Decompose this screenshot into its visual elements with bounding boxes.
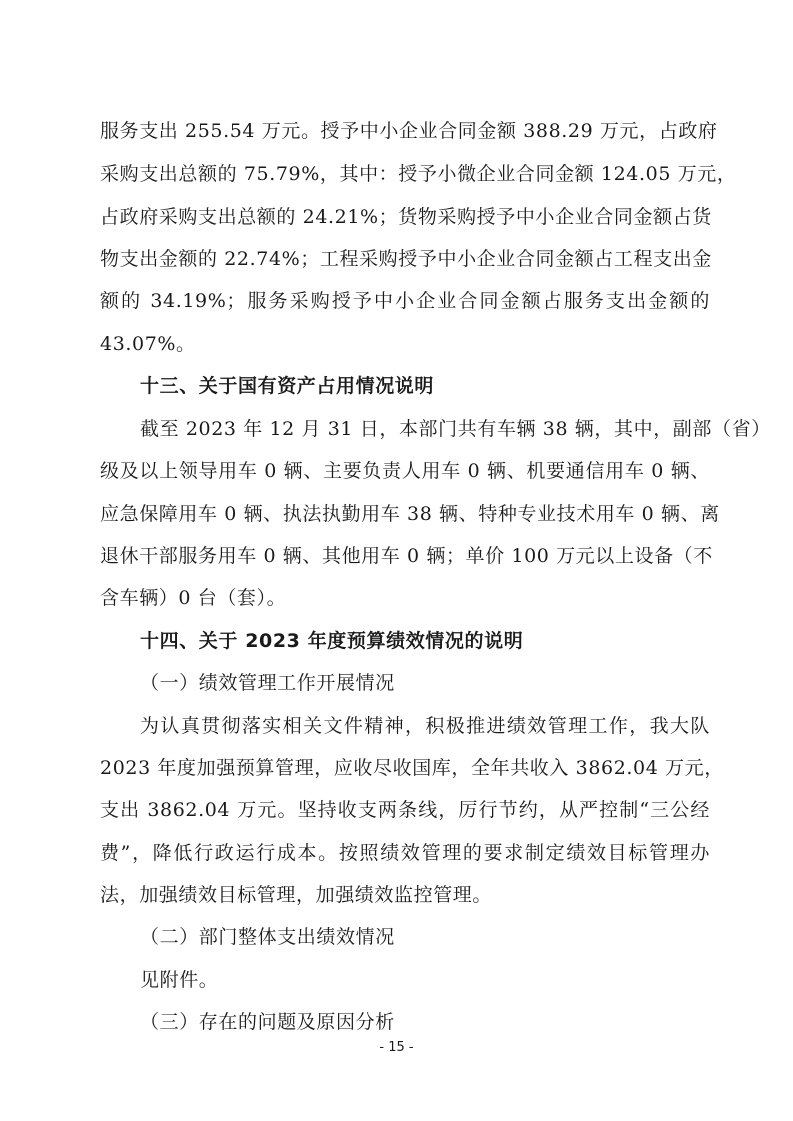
paragraph-line: 退休干部服务用车 0 辆、其他用车 0 辆；单价 100 万元以上设备（不 bbox=[100, 545, 713, 567]
paragraph-line: 额的 34.19%；服务采购授予中小企业合同金额占服务支出金额的 bbox=[100, 290, 710, 312]
subsection-heading: （二）部门整体支出绩效情况 bbox=[140, 926, 395, 948]
section-heading: 十三、关于国有资产占用情况说明 bbox=[140, 375, 435, 397]
paragraph-line: 见附件。 bbox=[140, 969, 219, 991]
paragraph-line: 服务支出 255.54 万元。授予中小企业合同金额 388.29 万元，占政府 bbox=[100, 120, 718, 142]
subsection-heading: （三）存在的问题及原因分析 bbox=[140, 1011, 395, 1033]
paragraph-line: 43.07%。 bbox=[100, 333, 196, 355]
paragraph-line: 2023 年度加强预算管理，应收尽收国库，全年共收入 3862.04 万元， bbox=[100, 757, 724, 779]
paragraph-line: 物支出金额的 22.74%；工程采购授予中小企业合同金额占工程支出金 bbox=[100, 248, 712, 270]
paragraph-line: 应急保障用车 0 辆、执法执勤用车 38 辆、特种专业技术用车 0 辆、离 bbox=[100, 503, 720, 525]
paragraph-line: 为认真贯彻落实相关文件精神，积极推进绩效管理工作，我大队 bbox=[140, 715, 710, 737]
section-heading: 十四、关于 2023 年度预算绩效情况的说明 bbox=[140, 630, 524, 652]
paragraph-line: 含车辆）0 台（套）。 bbox=[100, 587, 287, 609]
paragraph-line: 支出 3862.04 万元。坚持收支两条线，厉行节约，从严控制“三公经 bbox=[100, 799, 710, 821]
page-number: - 15 - bbox=[379, 1040, 414, 1055]
paragraph-line: 法，加强绩效目标管理，加强绩效监控管理。 bbox=[100, 884, 493, 906]
paragraph-line: 费”，降低行政运行成本。按照绩效管理的要求制定绩效目标管理办 bbox=[100, 842, 710, 864]
paragraph-line: 采购支出总额的 75.79%，其中：授予小微企业合同金额 124.05 万元， bbox=[100, 163, 737, 185]
paragraph-line: 级及以上领导用车 0 辆、主要负责人用车 0 辆、机要通信用车 0 辆、 bbox=[100, 460, 710, 482]
paragraph-line: 截至 2023 年 12 月 31 日，本部门共有车辆 38 辆，其中，副部（省） bbox=[140, 418, 771, 440]
subsection-heading: （一）绩效管理工作开展情况 bbox=[140, 672, 395, 694]
paragraph-line: 占政府采购支出总额的 24.21%；货物采购授予中小企业合同金额占货 bbox=[100, 206, 712, 228]
